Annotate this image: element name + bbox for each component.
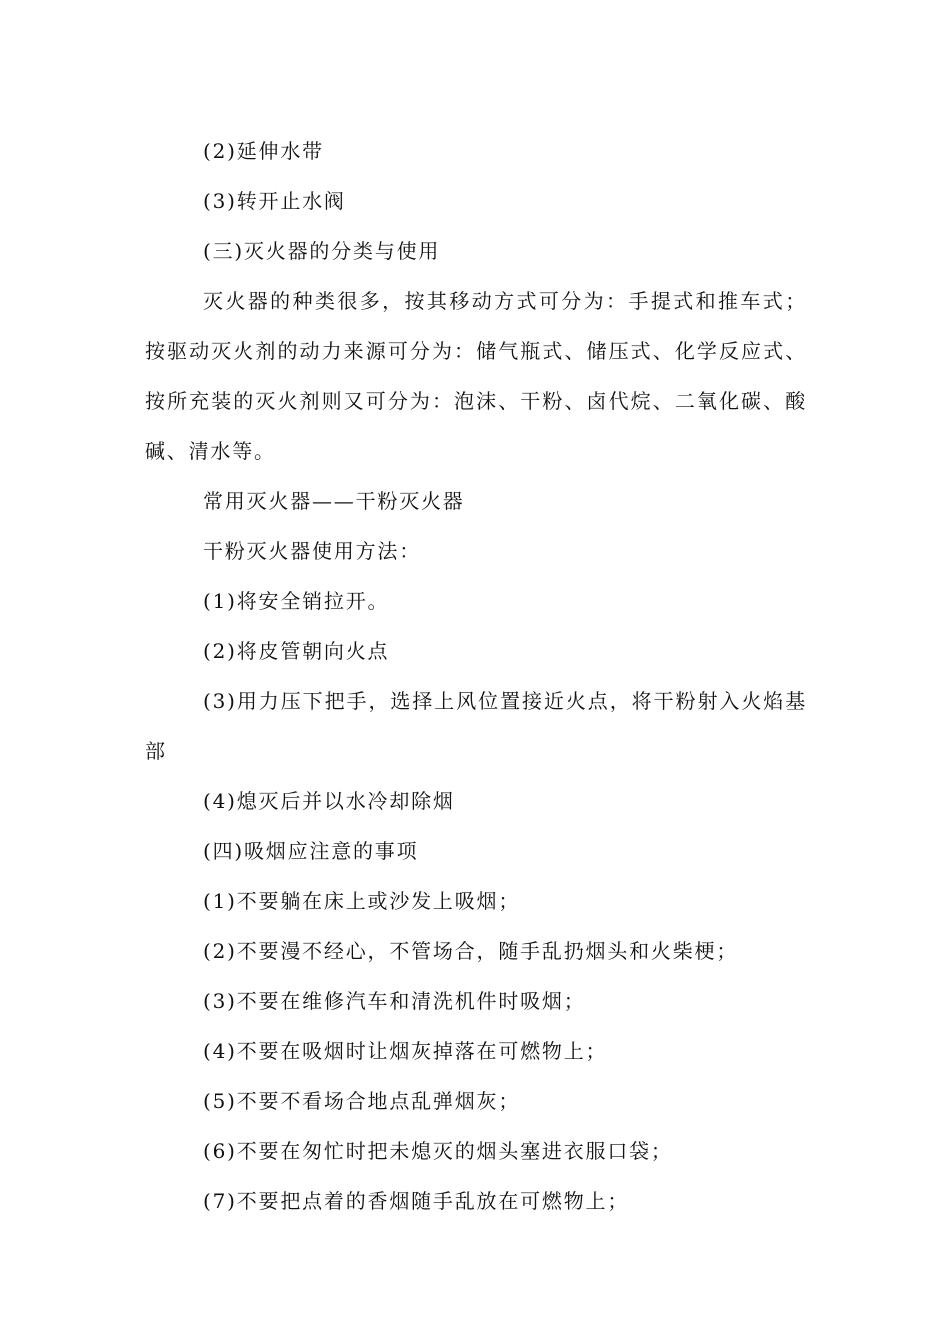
section-heading-smoking: (四)吸烟应注意的事项	[203, 839, 419, 863]
document-body	[145, 126, 807, 1226]
list-item-smoking-1: (1)不要躺在床上或沙发上吸烟；	[203, 889, 521, 913]
list-item-step-4: (4)熄灭后并以水冷却除烟	[203, 789, 455, 813]
list-item-smoking-7: (7)不要把点着的香烟随手乱放在可燃物上；	[203, 1189, 630, 1213]
list-item-step-1: (1)将安全销拉开。	[203, 589, 390, 613]
paragraph-hose-extend: (2)延伸水带	[203, 139, 324, 163]
paragraph-open-valve: (3)转开止水阀	[203, 189, 346, 213]
paragraph-extinguisher-types: 灭火器的种类很多，按其移动方式可分为：手提式和推车式；按驱动灭火剂的动力来源可分为：储气瓶式、储压式、化学反应式、按所充装的灭火剂则又可分为：泡沫、干粉、卤代烷、二氧化碳、酸碱、清水等。	[145, 289, 807, 463]
list-item-smoking-3: (3)不要在维修汽车和清洗机件时吸烟；	[203, 989, 586, 1013]
list-item-smoking-2: (2)不要漫不经心，不管场合，随手乱扔烟头和火柴梗；	[203, 939, 739, 963]
list-item-smoking-4: (4)不要在吸烟时让烟灰掉落在可燃物上；	[203, 1039, 608, 1063]
list-item-smoking-5: (5)不要不看场合地点乱弹烟灰；	[203, 1089, 521, 1113]
section-heading-extinguisher: (三)灭火器的分类与使用	[203, 239, 441, 263]
paragraph-common-extinguisher: 常用灭火器——干粉灭火器	[203, 489, 465, 513]
list-item-smoking-6: (6)不要在匆忙时把未熄灭的烟头塞进衣服口袋；	[203, 1139, 673, 1163]
list-item-step-2: (2)将皮管朝向火点	[203, 639, 390, 663]
paragraph-usage-title: 干粉灭火器使用方法：	[203, 539, 421, 563]
list-item-step-3: (3)用力压下把手，选择上风位置接近火点，将干粉射入火焰基部	[145, 689, 807, 763]
